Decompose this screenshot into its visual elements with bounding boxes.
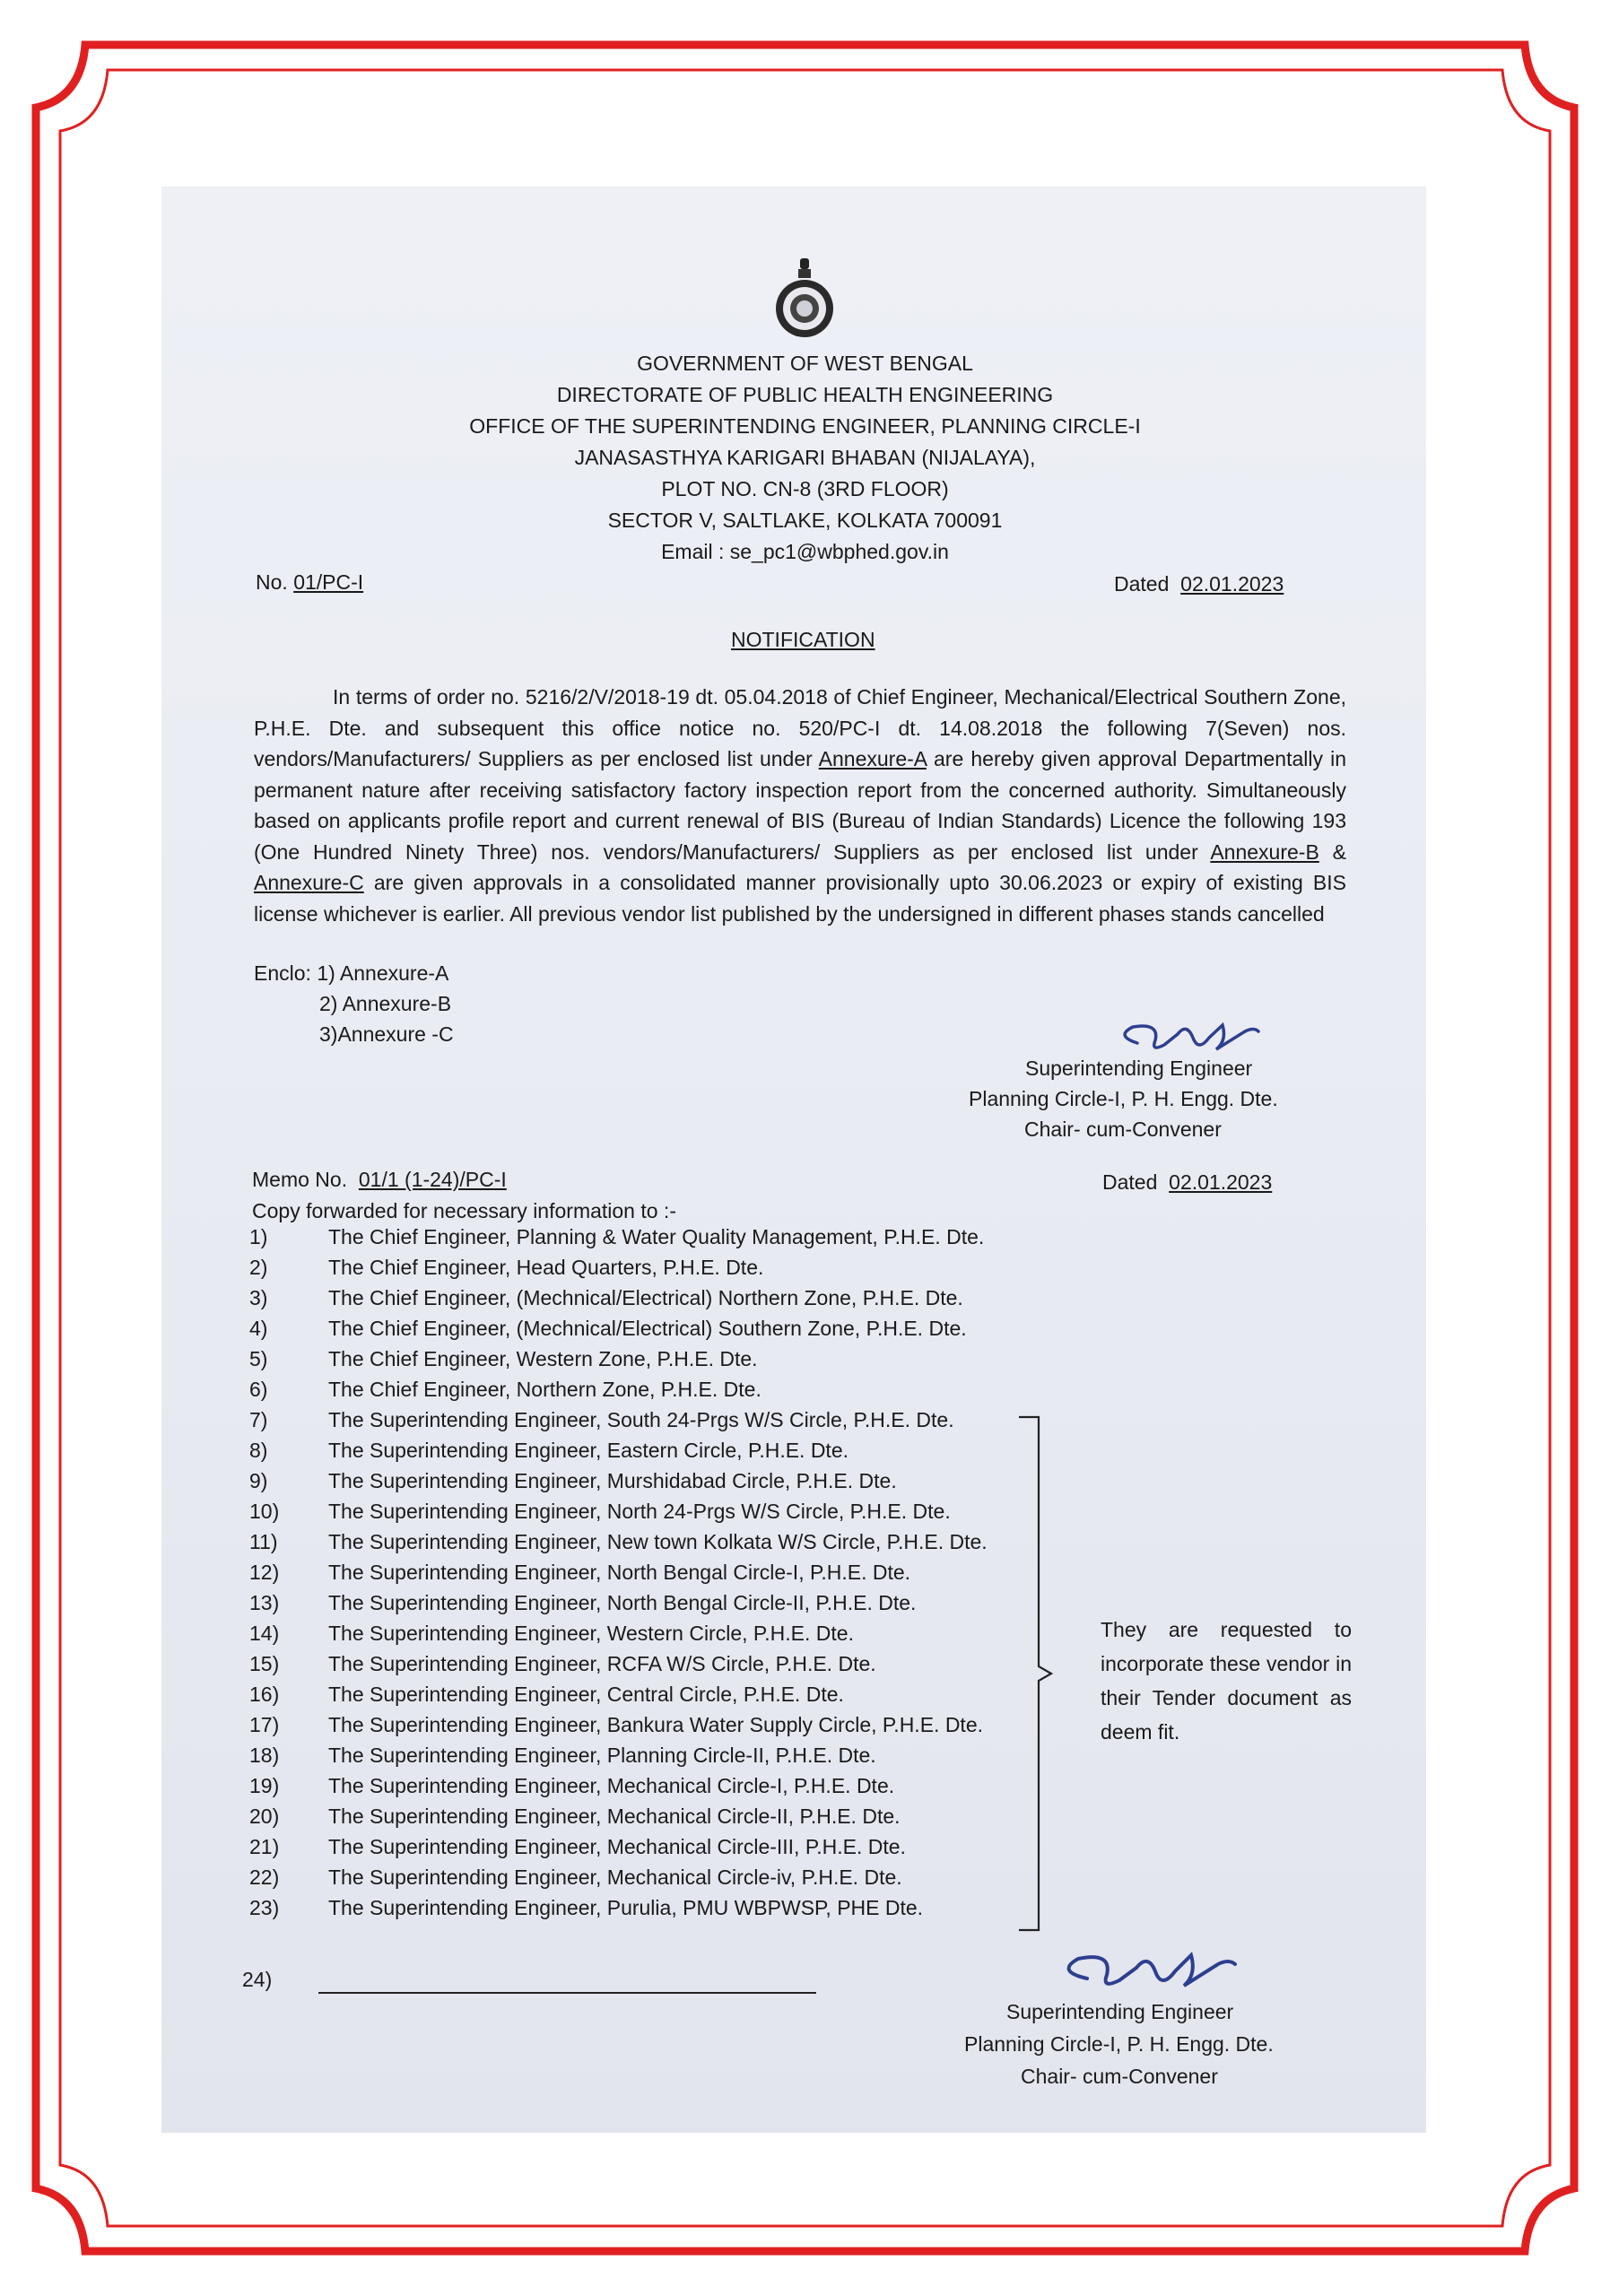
recipient-text: The Superintending Engineer, New town Kolkata W/S Circle, P.H.E. Dte. <box>328 1530 988 1553</box>
sig2-line-2: Planning Circle-I, P. H. Engg. Dte. <box>964 2032 1274 2056</box>
recipient-text: The Superintending Engineer, Planning Circle-II, P.H.E. Dte. <box>328 1744 876 1767</box>
body-amp: & <box>1332 839 1347 864</box>
recipient-text: The Superintending Engineer, Central Circle, P.H.E. Dte. <box>328 1683 844 1706</box>
recipient-text: The Chief Engineer, Northern Zone, P.H.E. Dte. <box>328 1378 761 1401</box>
recipient-row <box>249 1591 1057 1622</box>
recipient-list <box>249 1225 1057 1926</box>
recipient-text: The Superintending Engineer, Bankura Water Supply Circle, P.H.E. Dte. <box>328 1713 984 1736</box>
recipient-number: 2) <box>249 1256 268 1279</box>
recipient-text: The Chief Engineer, Western Zone, P.H.E. Dte. <box>328 1347 758 1370</box>
header-line-5: PLOT NO. CN-8 (3RD FLOOR) <box>661 477 949 500</box>
recipient-row <box>249 1378 1057 1408</box>
memo-label: Memo No. <box>252 1168 348 1191</box>
recipient-number: 23) <box>249 1896 280 1919</box>
recipient-number: 9) <box>249 1469 268 1492</box>
body-part-1: In terms of order no. 5216/2/V/2018-19 dt. 05.04.2018 of Chief Engineer, Mechanical/Electrical Southern Zone, P.H.E. Dte. and subsequent this office notice no. 520/PC-I dt. 14.08.2018 the following 7(Seven) nos. vendors/Manufacturers/ Suppliers as per enclosed list under <box>254 685 1346 770</box>
ref-number-value: 01/PC-I <box>293 570 364 594</box>
recipient-number: 15) <box>249 1652 280 1675</box>
recipient-text: The Superintending Engineer, Purulia, PMU WBPWSP, PHE Dte. <box>328 1896 924 1919</box>
recipient-number: 8) <box>249 1439 268 1462</box>
memo-number <box>252 1168 507 1192</box>
recipient-number: 18) <box>249 1744 280 1767</box>
recipient-number: 7) <box>249 1408 268 1431</box>
recipient-row <box>249 1439 1057 1469</box>
recipient-row <box>249 1469 1057 1500</box>
header-line-4: JANASASTHYA KARIGARI BHABAN (NIJALAYA), <box>574 446 1036 469</box>
recipient-row <box>249 1835 1057 1866</box>
recipient-row <box>249 1805 1057 1835</box>
header-line-6: SECTOR V, SALTLAKE, KOLKATA 700091 <box>607 509 1003 532</box>
recipient-number: 22) <box>249 1866 280 1889</box>
bracket-remark: They are requested to incorporate these vendor in their Tender document as deem fit. <box>1101 1618 1352 1744</box>
recipient-number: 20) <box>249 1805 280 1828</box>
ref-date-label: Dated <box>1114 572 1170 596</box>
recipient-row <box>249 1652 1057 1683</box>
enclosures-label: Enclo: 1) Annexure-A <box>254 961 449 985</box>
forward-text: Copy forwarded for necessary information to :- <box>252 1199 676 1222</box>
annexure-c-ref: Annexure-C <box>254 871 364 894</box>
recipient-text: The Superintending Engineer, Mechanical Circle-iv, P.H.E. Dte. <box>328 1866 902 1889</box>
body-part-2: are hereby given approval Departmentally in permanent nature after receiving satisfactory factory inspection report from the concerned authority. Simultaneously based on applicants profile report and current renewal of BIS (Bureau of Indian Standards) Licence the following 193 (One Hundred Ninety Three) nos. vendors/Manufacturers/ Suppliers as per enclosed list under <box>254 747 1347 864</box>
recipient-number: 3) <box>249 1286 268 1309</box>
sig2-line-1: Superintending Engineer <box>1006 2000 1234 2023</box>
recipient-text: The Superintending Engineer, RCFA W/S Circle, P.H.E. Dte. <box>328 1652 876 1675</box>
recipient-row <box>249 1317 1057 1347</box>
recipient-row <box>249 1713 1057 1744</box>
notification-body <box>254 682 1346 929</box>
recipient-text: The Superintending Engineer, South 24-Prgs W/S Circle, P.H.E. Dte. <box>328 1408 954 1431</box>
recipient-text: The Superintending Engineer, North Bengal Circle-I, P.H.E. Dte. <box>328 1561 911 1584</box>
recipient-row <box>249 1408 1057 1439</box>
sig2-line-3: Chair- cum-Convener <box>1021 2065 1218 2088</box>
recipient-text: The Superintending Engineer, North Bengal Circle-II, P.H.E. Dte. <box>328 1591 917 1614</box>
recipient-row <box>249 1530 1057 1561</box>
recipient-text: The Superintending Engineer, North 24-Prgs W/S Circle, P.H.E. Dte. <box>328 1500 951 1523</box>
notification-title: NOTIFICATION <box>731 628 875 651</box>
recipient-row <box>249 1774 1057 1805</box>
recipient-number: 17) <box>249 1713 280 1736</box>
recipient-text: The Superintending Engineer, Mechanical Circle-I, P.H.E. Dte. <box>328 1774 895 1797</box>
recipient-row <box>249 1622 1057 1652</box>
recipient-number: 13) <box>249 1591 280 1614</box>
ref-date-value: 02.01.2023 <box>1180 572 1284 596</box>
recipient-text: The Chief Engineer, (Mechnical/Electrical) Southern Zone, P.H.E. Dte. <box>328 1317 967 1340</box>
sig1-line-1: Superintending Engineer <box>1025 1057 1253 1080</box>
recipient-number: 5) <box>249 1347 268 1370</box>
header-email: Email : se_pc1@wbphed.gov.in <box>661 540 949 563</box>
item-24-blank-line <box>318 1992 816 1994</box>
recipient-number: 11) <box>249 1530 278 1553</box>
sig1-line-2: Planning Circle-I, P. H. Engg. Dte. <box>969 1087 1278 1110</box>
memo-date <box>1102 1170 1272 1195</box>
enclosure-item: 2) Annexure-B <box>319 992 452 1015</box>
recipient-row <box>249 1744 1057 1774</box>
sig1-line-3: Chair- cum-Convener <box>1024 1118 1222 1141</box>
memo-date-value: 02.01.2023 <box>1169 1170 1273 1194</box>
recipient-text: The Superintending Engineer, Eastern Circle, P.H.E. Dte. <box>328 1439 849 1462</box>
recipient-row <box>249 1225 1057 1256</box>
recipient-row <box>249 1683 1057 1713</box>
annexure-a-ref: Annexure-A <box>818 747 927 770</box>
recipient-row <box>249 1286 1057 1317</box>
header-line-1: GOVERNMENT OF WEST BENGAL <box>637 352 973 375</box>
recipient-text: The Chief Engineer, Head Quarters, P.H.E. Dte. <box>328 1256 764 1279</box>
recipient-number: 10) <box>249 1500 280 1523</box>
ref-number <box>256 570 363 595</box>
ref-number-label: No. <box>256 570 288 594</box>
recipient-number: 6) <box>249 1378 268 1401</box>
recipient-number: 1) <box>249 1225 268 1248</box>
recipient-text: The Superintending Engineer, Western Circle, P.H.E. Dte. <box>328 1622 854 1645</box>
memo-value: 01/1 (1-24)/PC-I <box>358 1168 507 1191</box>
header-line-3: OFFICE OF THE SUPERINTENDING ENGINEER, PLANNING CIRCLE-I <box>469 414 1141 438</box>
recipient-text: The Superintending Engineer, Murshidabad Circle, P.H.E. Dte. <box>328 1469 897 1492</box>
recipient-number: 14) <box>249 1622 280 1645</box>
recipient-number: 19) <box>249 1774 280 1797</box>
recipient-row <box>249 1561 1057 1591</box>
recipient-text: The Superintending Engineer, Mechanical Circle-III, P.H.E. Dte. <box>328 1835 906 1858</box>
body-part-3: are given approvals in a consolidated manner provisionally upto 30.06.2023 or expiry of existing BIS license whichever is earlier. All previous vendor list published by the undersigned in different phases stands cancelled <box>254 871 1347 926</box>
recipient-text: The Chief Engineer, Planning & Water Quality Management, P.H.E. Dte. <box>328 1225 985 1248</box>
recipient-number: 12) <box>249 1561 280 1584</box>
item-24-number: 24) <box>242 1968 273 1991</box>
recipient-row <box>249 1896 1057 1926</box>
enclosure-item: 1) Annexure-A <box>317 961 449 985</box>
annexure-b-ref: Annexure-B <box>1210 839 1319 864</box>
grouping-bracket <box>1014 1413 1067 1934</box>
enclosure-item: 3)Annexure -C <box>319 1022 454 1046</box>
header-line-2: DIRECTORATE OF PUBLIC HEALTH ENGINEERING <box>556 383 1054 406</box>
recipient-row <box>249 1500 1057 1530</box>
recipient-row <box>249 1866 1057 1896</box>
recipient-text: The Superintending Engineer, Mechanical Circle-II, P.H.E. Dte. <box>328 1805 901 1828</box>
recipient-number: 21) <box>249 1835 280 1858</box>
signature-2 <box>1051 1948 1249 2002</box>
state-emblem-icon <box>773 257 836 344</box>
recipient-text: The Chief Engineer, (Mechnical/Electrical) Northern Zone, P.H.E. Dte. <box>328 1286 963 1309</box>
recipient-row <box>249 1347 1057 1378</box>
memo-date-label: Dated <box>1102 1170 1158 1194</box>
recipient-row <box>249 1256 1057 1286</box>
ref-date <box>1114 572 1284 596</box>
recipient-number: 16) <box>249 1683 280 1706</box>
recipient-number: 4) <box>249 1317 268 1340</box>
